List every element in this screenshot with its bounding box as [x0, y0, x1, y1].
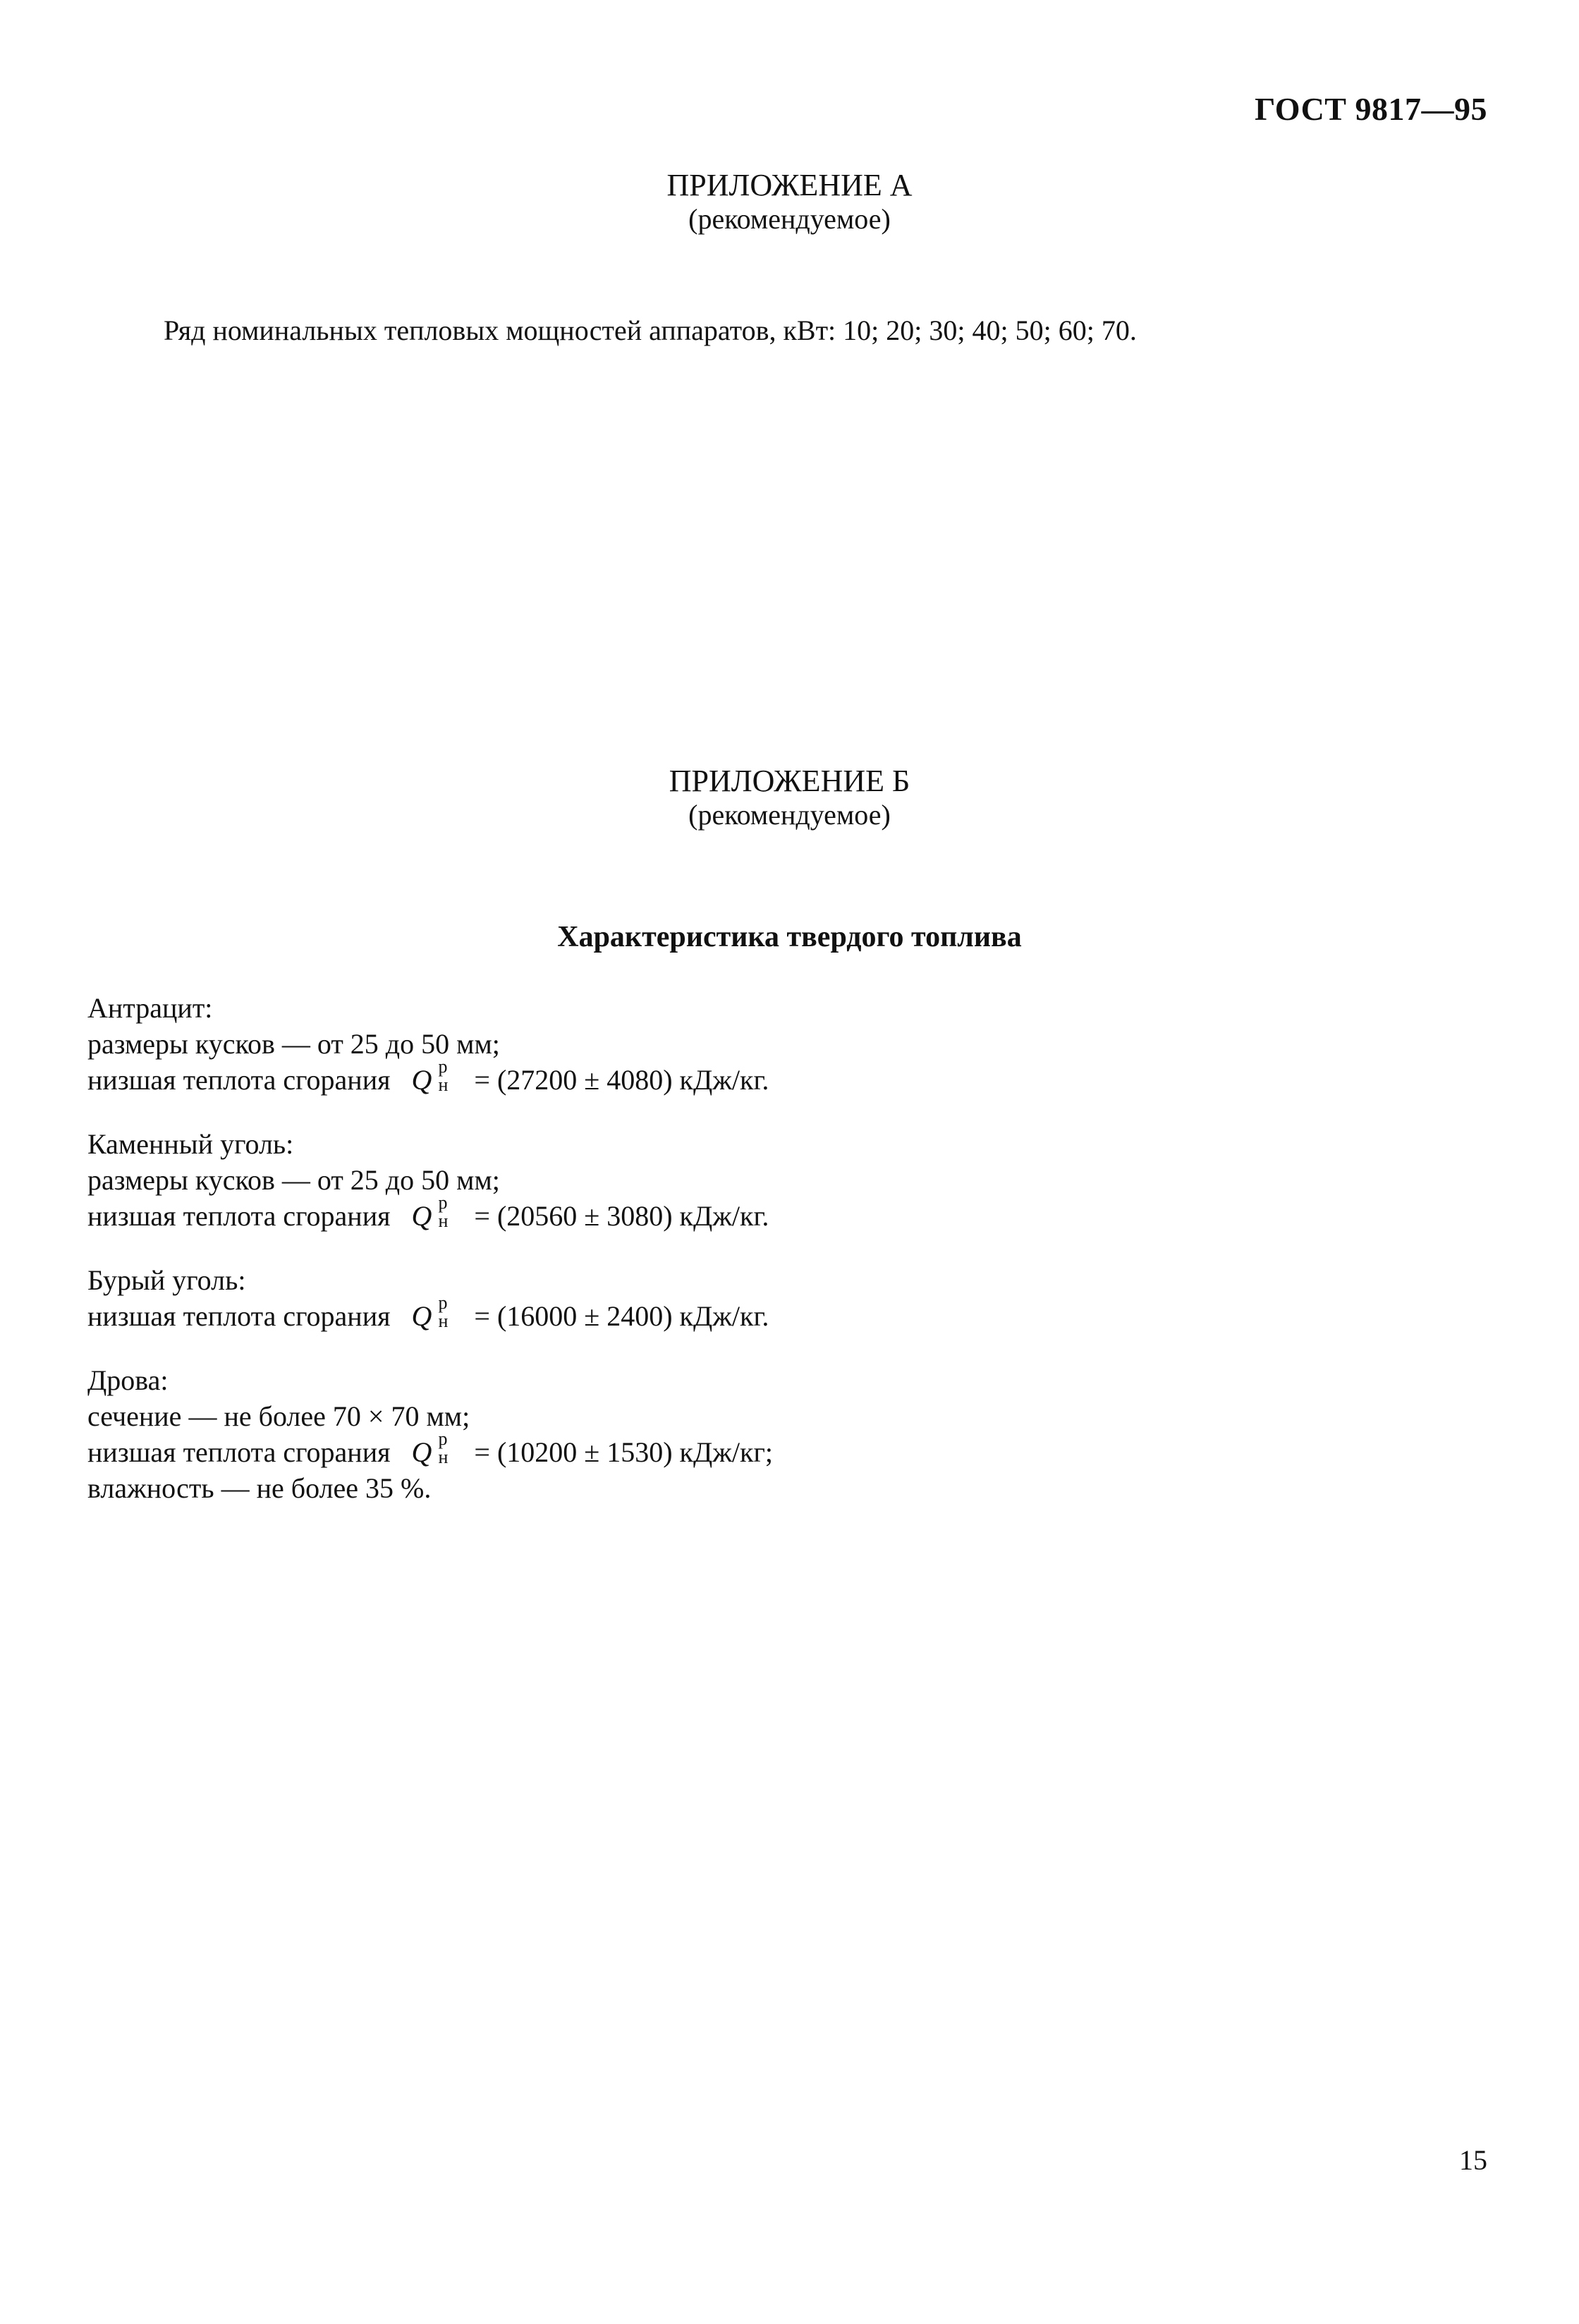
heat-symbol-letter: Q	[411, 1300, 432, 1332]
fuel-name: Каменный уголь:	[87, 1128, 294, 1160]
heat-symbol-superscript: р	[438, 1292, 448, 1313]
heat-symbol-letter: Q	[411, 1064, 432, 1096]
page-number: 15	[1459, 2144, 1487, 2176]
fuel-heat-line	[87, 1429, 773, 1470]
heat-label: низшая теплота сгорания	[87, 1436, 391, 1468]
fuel-list	[87, 990, 773, 1534]
heat-symbol	[411, 1192, 461, 1234]
heat-symbol-superscript: р	[438, 1429, 448, 1449]
fuel-size: размеры кусков — от 25 до 50 мм;	[87, 1164, 500, 1196]
heat-symbol-superscript: р	[438, 1056, 448, 1077]
heat-symbol	[411, 1292, 461, 1334]
heat-symbol-subscript: н	[438, 1447, 449, 1467]
fuel-heat-line	[87, 1056, 773, 1098]
fuel-size: размеры кусков — от 25 до 50 мм;	[87, 1028, 500, 1060]
nominal-power-row: Ряд номинальных тепловых мощностей аппаратов, кВт: 10; 20; 30; 40; 50; 60; 70.	[164, 314, 1137, 346]
fuel-item-hard-coal	[87, 1126, 773, 1234]
heat-symbol	[411, 1429, 461, 1470]
document-code: ГОСТ 9817—95	[1255, 91, 1487, 127]
appendix-b-title: ПРИЛОЖЕНИЕ Б	[669, 764, 910, 798]
heat-symbol-subscript: н	[438, 1075, 449, 1095]
appendix-a-subtitle: (рекомендуемое)	[688, 203, 891, 235]
fuel-size: сечение — не более 70 × 70 мм;	[87, 1400, 470, 1432]
fuel-name: Антрацит:	[87, 992, 213, 1024]
heat-symbol	[411, 1056, 461, 1098]
heat-symbol-superscript: р	[438, 1192, 448, 1213]
heat-label: низшая теплота сгорания	[87, 1200, 391, 1232]
heat-value: = (10200 ± 1530) кДж/кг;	[474, 1436, 773, 1468]
heat-symbol-letter: Q	[411, 1200, 432, 1232]
solid-fuel-heading: Характеристика твердого топлива	[557, 921, 1022, 953]
fuel-heat-line	[87, 1292, 773, 1334]
heat-label: низшая теплота сгорания	[87, 1300, 391, 1332]
heat-value: = (27200 ± 4080) кДж/кг.	[474, 1064, 769, 1096]
heat-value: = (16000 ± 2400) кДж/кг.	[474, 1300, 769, 1332]
heat-label: низшая теплота сгорания	[87, 1064, 391, 1096]
heat-symbol-letter: Q	[411, 1436, 432, 1468]
fuel-name: Бурый уголь:	[87, 1264, 246, 1296]
heat-value: = (20560 ± 3080) кДж/кг.	[474, 1200, 769, 1232]
fuel-moisture: влажность — не более 35 %.	[87, 1472, 432, 1504]
appendix-b-subtitle: (рекомендуемое)	[688, 799, 891, 831]
heat-symbol-subscript: н	[438, 1311, 449, 1331]
fuel-heat-line	[87, 1192, 773, 1234]
fuel-name: Дрова:	[87, 1364, 169, 1396]
appendix-a-title: ПРИЛОЖЕНИЕ А	[666, 168, 913, 202]
appendix-b-header	[0, 764, 1579, 831]
heat-symbol-subscript: н	[438, 1211, 449, 1231]
fuel-item-brown-coal	[87, 1262, 773, 1334]
fuel-item-firewood	[87, 1362, 773, 1506]
appendix-a-header	[0, 168, 1579, 236]
fuel-item-anthracite	[87, 990, 773, 1098]
